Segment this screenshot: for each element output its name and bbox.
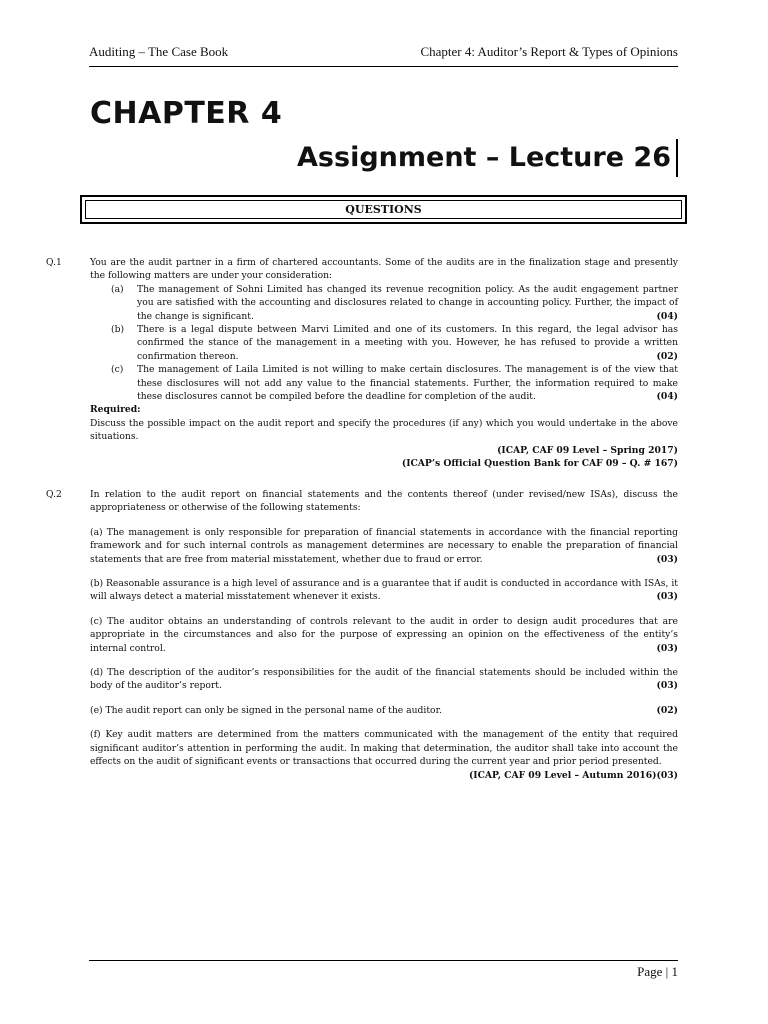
statement-text: (f) Key audit matters are determined from the matters communicated with the management of the entity that required significant auditor’s attention in performing the audit. In making that determination, the auditor shall take into account the effects on the audit of significant events or transactions that occurred during the current year and prior period presented.: [90, 729, 678, 768]
statement-text: (e) The audit report can only be signed in the personal name of the auditor.: [90, 704, 442, 716]
sub-item: [90, 363, 678, 403]
marks: (03): [656, 553, 678, 565]
header-book-title: Auditing – The Case Book: [89, 44, 229, 59]
chapter-title: CHAPTER 4: [90, 96, 283, 131]
sub-item-text: There is a legal dispute between Marvi Limited and one of its customers. In this regard, the legal advisor has confirmed the stance of the management in a meeting with you. However, he has refused to provide a written confirmation thereon.: [137, 324, 678, 362]
sub-item: [90, 323, 678, 363]
marks: (04): [656, 310, 678, 322]
statement: [90, 615, 678, 655]
marks: (02): [656, 350, 678, 362]
question-2: [46, 488, 678, 782]
marks: (04): [656, 391, 678, 403]
sub-item: [90, 283, 678, 323]
sub-item-text: The management of Sohni Limited has changed its revenue recognition policy. As the audit engagement partner you are satisfied with the accounting and disclosures related to change in accounting policy. Further, the impact of the change is significant.: [137, 283, 678, 322]
sub-item-text: The management of Laila Limited is not willing to make certain disclosures. The management is of the view that these disclosures will not add any value to the financial statements. Further, the information required to make these disclosures cannot be compiled before the deadline for completion of the audit.: [137, 364, 678, 403]
question-intro: You are the audit partner in a firm of chartered accountants. Some of the audits are in the finalization stage and presently the following matters are under your consideration:: [90, 257, 678, 282]
questions-heading-box: [80, 195, 687, 224]
marks: (03): [656, 642, 678, 654]
statement: [90, 704, 678, 717]
marks: (03): [656, 680, 678, 692]
question-1: [46, 256, 678, 471]
statement-text: (a) The management is only responsible for preparation of financial statements in accordance with the financial reporting framework and for such internal controls as management determines are necessary to enable the preparation of financial statements that are free from material misstatement, whether due to fraud or error.: [90, 526, 678, 565]
question-source: (ICAP, CAF 09 Level – Spring 2017): [497, 444, 678, 456]
page-number: Page | 1: [637, 964, 678, 979]
assignment-title: Assignment – Lecture 26: [297, 139, 678, 177]
header-chapter-title: Chapter 4: Auditor’s Report & Types of Opinions: [420, 44, 678, 59]
marks: (03): [656, 769, 678, 781]
question-intro: In relation to the audit report on financial statements and the contents thereof (under revised/new ISAs), discuss the appropriateness or otherwise of the following statements:: [90, 489, 678, 514]
sub-item-label: (c): [111, 364, 124, 376]
statement-text: (b) Reasonable assurance is a high level of assurance and is a guarantee that if audit is conducted in accordance with ISAs, it will always detect a material misstatement whenever it exists.: [90, 578, 678, 603]
statement-text: (c) The auditor obtains an understanding of controls relevant to the audit in order to design audit procedures that are appropriate in the circumstances and also for the purpose of expressing an opinion on the effectiveness of the entity’s internal control.: [90, 615, 678, 654]
page-footer: [89, 960, 678, 980]
question-number: Q.1: [46, 257, 62, 268]
page-header: [89, 44, 678, 67]
sub-item-label: (b): [111, 324, 125, 336]
question-source: (ICAP’s Official Question Bank for CAF 09 – Q. # 167): [401, 458, 678, 470]
statement: [90, 526, 678, 566]
statement: [90, 577, 678, 604]
required-text: Discuss the possible impact on the audit report and specify the procedures (if any) which you would undertake in the above situations.: [90, 417, 678, 443]
question-number: Q.2: [46, 489, 62, 500]
statement-text: (d) The description of the auditor’s responsibilities for the audit of the financial statements should be included within the body of the auditor’s report.: [90, 667, 678, 692]
statement: [90, 666, 678, 693]
required-label: Required:: [90, 404, 141, 416]
marks: (03): [656, 591, 678, 603]
marks: (02): [656, 704, 678, 716]
questions-heading: QUESTIONS: [85, 200, 682, 219]
question-source: (ICAP, CAF 09 Level – Autumn 2016): [468, 769, 657, 781]
sub-item-label: (a): [111, 283, 124, 295]
